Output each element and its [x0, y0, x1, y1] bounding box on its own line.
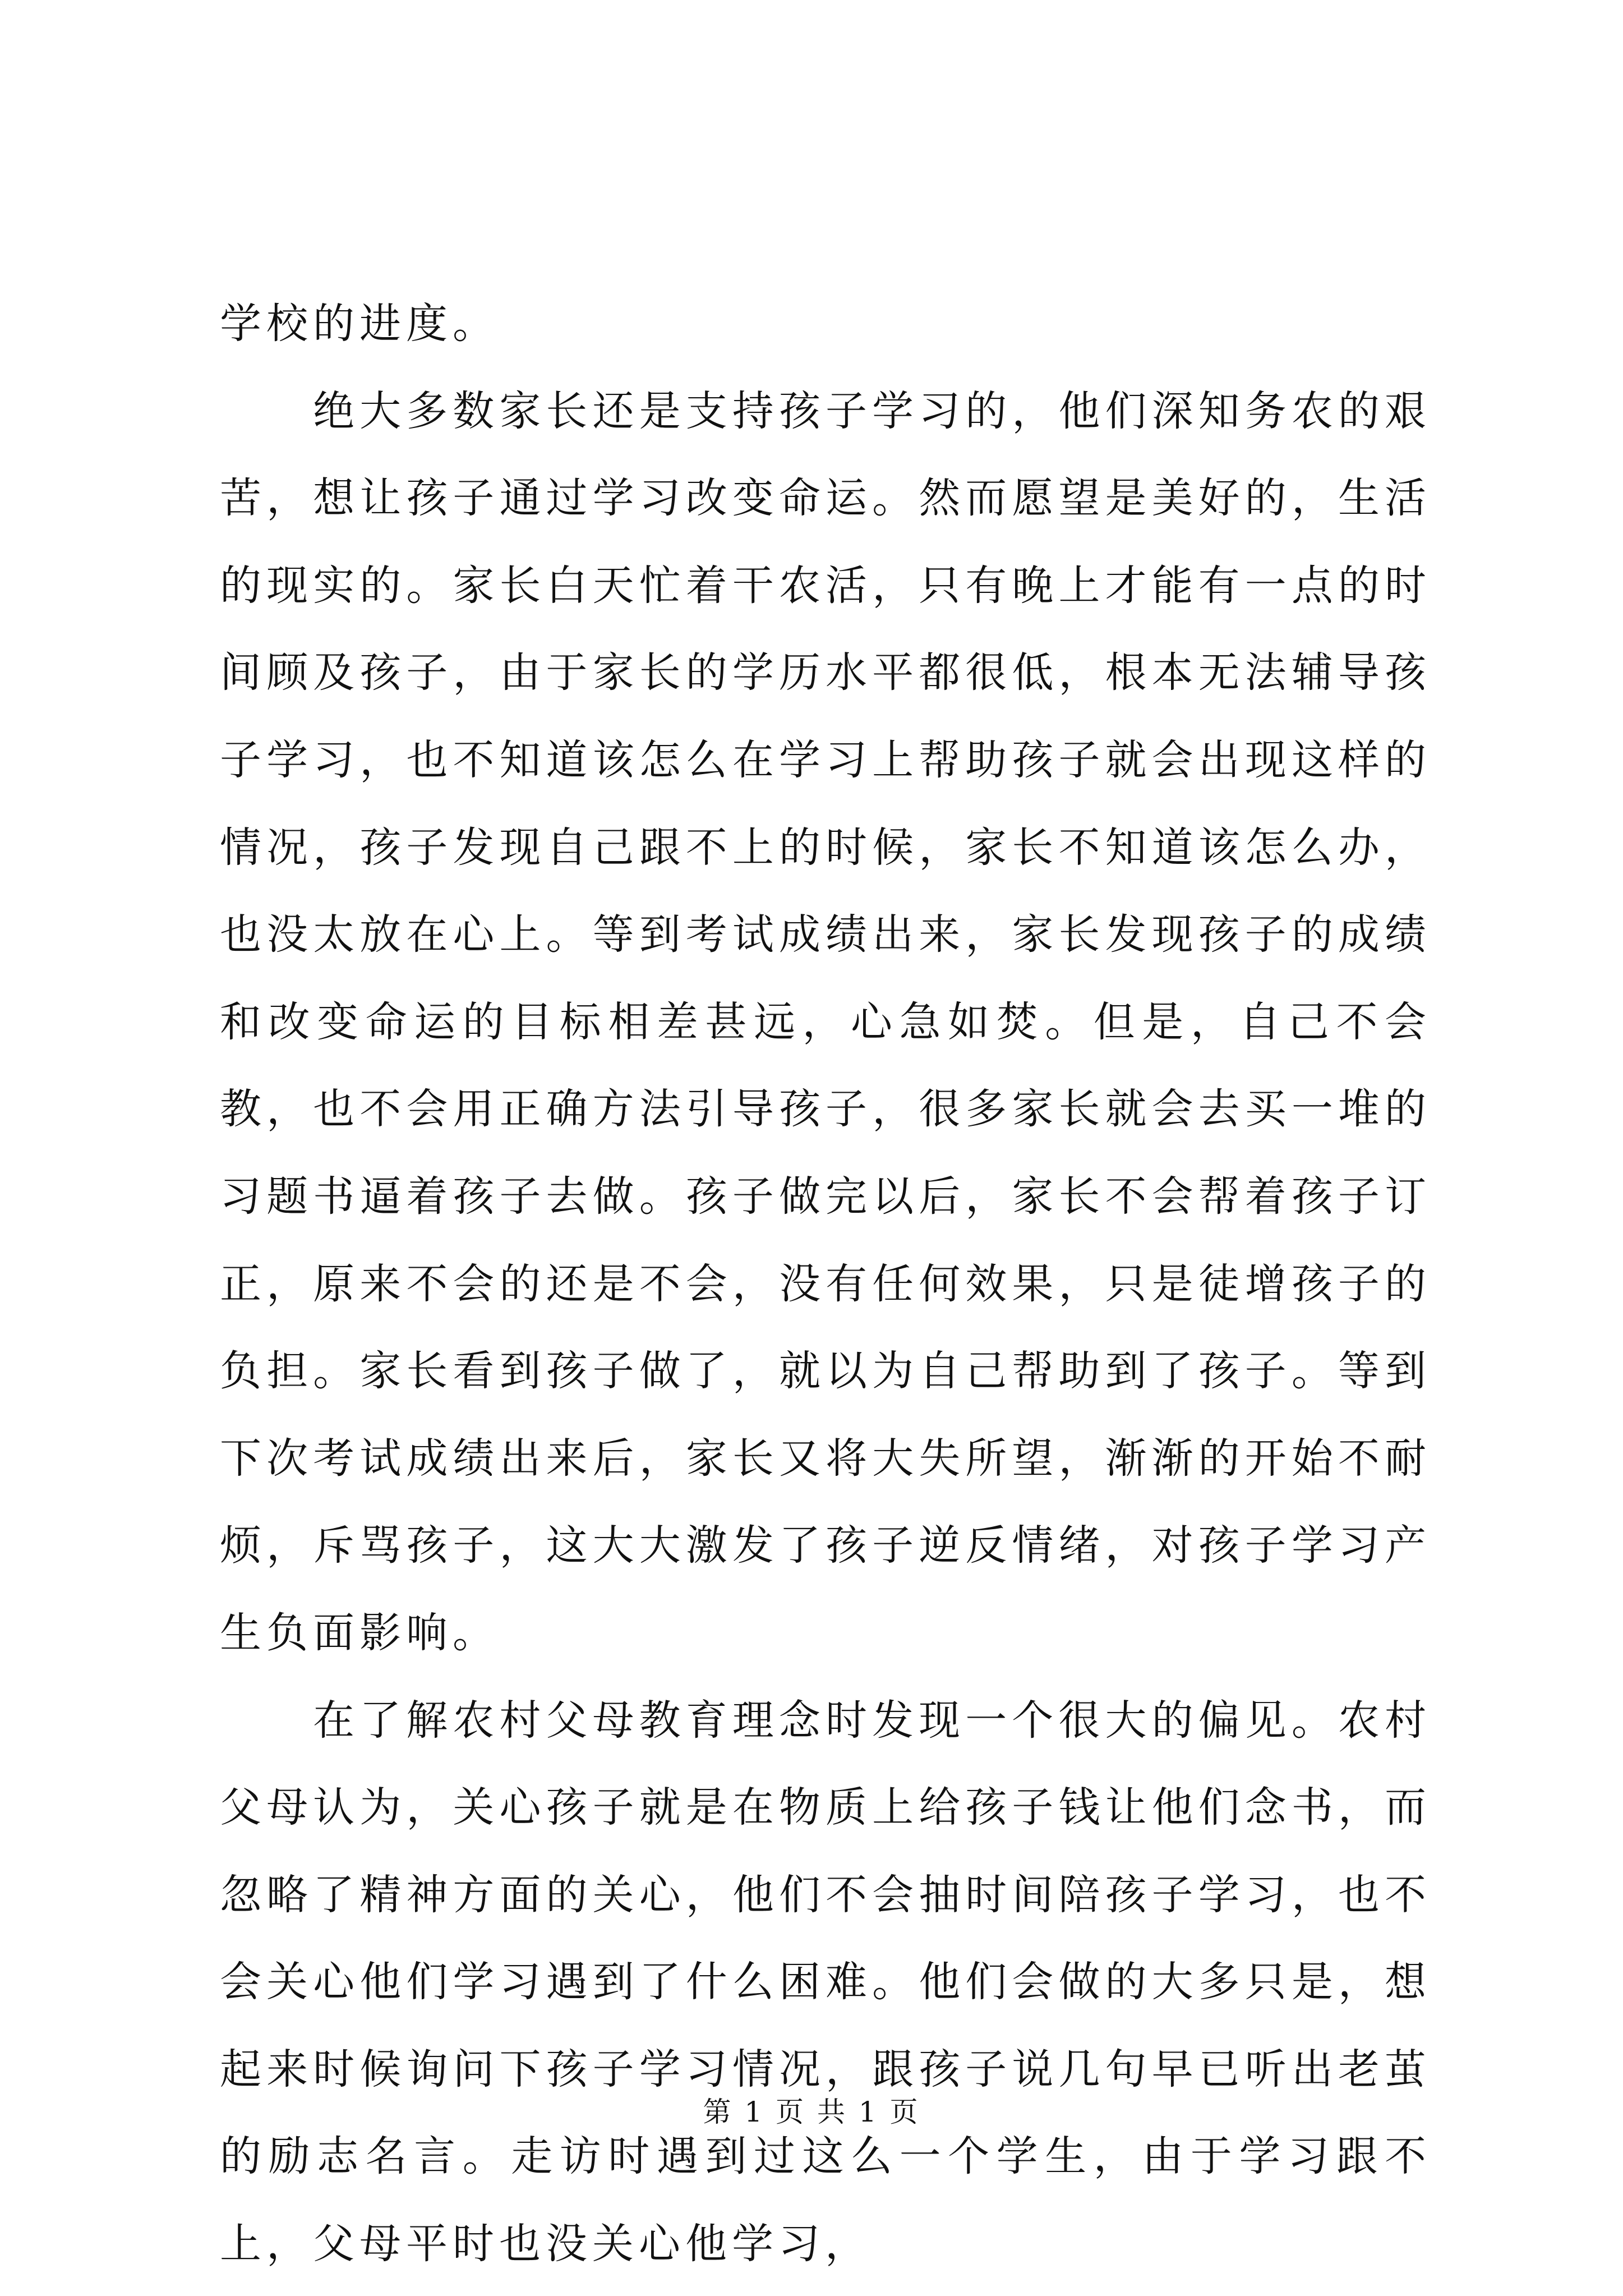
paragraph-2: 绝大多数家长还是支持孩子学习的，他们深知务农的艰苦，想让孩子通过学习改变命运。然而愿望是美好的，生活的现实的。家长白天忙着干农活，只有晚上才能有一点的时间顾及孩子，由于家长的学历水平都很低，根本无法辅导孩子学习，也不知道该怎么在学习上帮助孩子就会出现这样的情况，孩子发现自己跟不上的时候，家长不知道该怎么办，也没太放在心上。等到考试成绩出来，家长发现孩子的成绩和改变命运的目标相差甚远，心急如焚。但是，自己不会教，也不会用正确方法引导孩子，很多家长就会去买一堆的习题书逼着孩子去做。孩子做完以后，家长不会帮着孩子订正，原来不会的还是不会，没有任何效果，只是徒增孩子的负担。家长看到孩子做了，就以为自己帮助到了孩子。等到下次考试成绩出来后，家长又将大失所望，渐渐的开始不耐烦，斥骂孩子，这大大激发了孩子逆反情绪，对孩子学习产生负面影响。 [220, 386, 1431, 1657]
document-body [220, 280, 1431, 2288]
paragraph-3: 在了解农村父母教育理念时发现一个很大的偏见。农村父母认为，关心孩子就是在物质上给孩子钱让他们念书，而忽略了精神方面的关心，他们不会抽时间陪孩子学习，也不会关心他们学习遇到了什么困难。他们会做的大多只是，想起来时候询问下孩子学习情况，跟孩子说几句早已听出老茧的励志名言。走访时遇到过这么一个学生，由于学习跟不上，父母平时也没关心他学习， [220, 1696, 1431, 2269]
page-footer: 第 1 页 共 1 页 [703, 2096, 920, 2128]
paragraph-1: 学校的进度。 [220, 300, 499, 348]
